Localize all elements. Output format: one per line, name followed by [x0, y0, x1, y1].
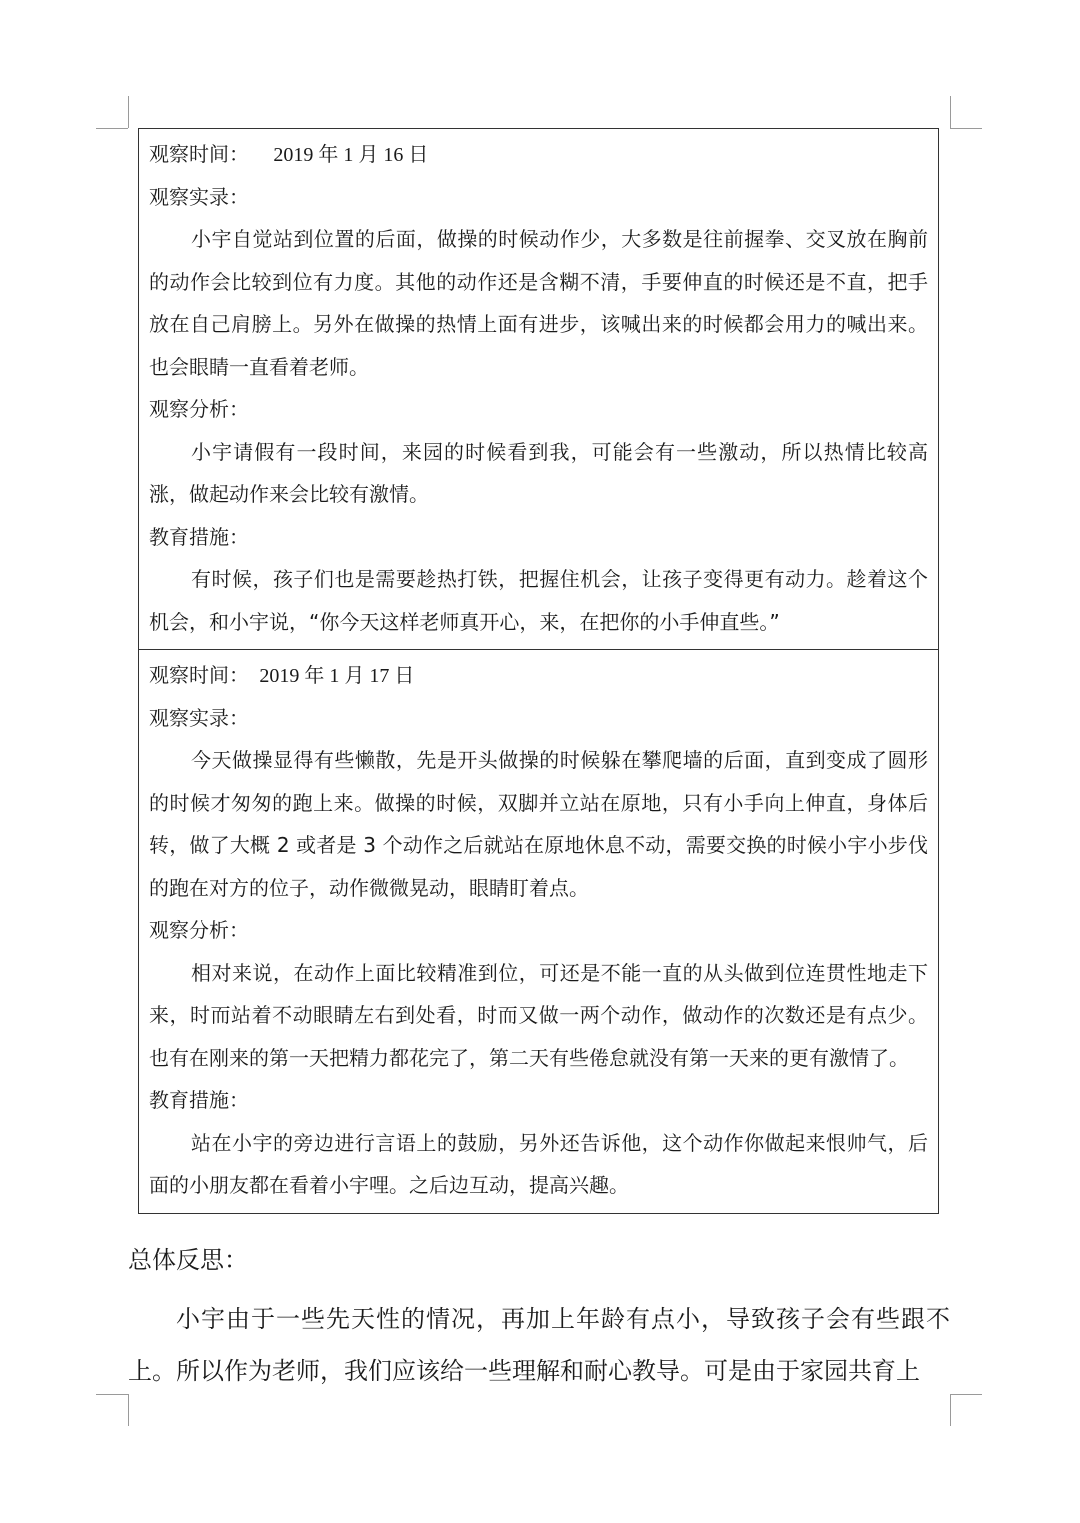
observation-time-row	[149, 133, 928, 176]
reflection-text: 小宇由于一些先天性的情况，再加上年龄有点小，导致孩子会有些跟不上。所以作为老师，我们应该给一些理解和耐心教导。可是由于家园共育上	[128, 1305, 950, 1385]
observation-time-row	[149, 654, 928, 697]
measure-text: 站在小宇的旁边进行言语上的鼓励，另外还告诉他，这个动作你做起来恨帅气，后面的小朋友都在看着小宇哩。之后边互动，提高兴趣。	[149, 1130, 928, 1197]
analysis-text: 小宇请假有一段时间，来园的时候看到我，可能会有一些激动，所以热情比较高涨，做起动作来会比较有激情。	[149, 439, 928, 506]
record-text: 今天做操显得有些懒散，先是开头做操的时候躲在攀爬墙的后面，直到变成了圆形的时候才匆匆的跑上来。做操的时候，双脚并立站在原地，只有小手向上伸直，身体后转，做了大概 2 或者是 3 个动作之后就站在原地休息不动，需要交换的时候小宇小步伐的跑在对方的位子，动作微微晃动，眼睛盯着点。	[149, 748, 928, 900]
crop-mark-bottom-left-h	[96, 1394, 128, 1395]
crop-mark-bottom-right-v	[950, 1394, 951, 1426]
observation-time-label: 观察时间：	[149, 142, 249, 166]
observation-time-value: 2019 年 1 月 16 日	[273, 144, 429, 166]
measure-label: 教育措施：	[149, 1088, 249, 1112]
crop-mark-top-right-h	[950, 128, 982, 129]
crop-mark-bottom-right-h	[950, 1394, 982, 1395]
crop-mark-top-right-v	[950, 96, 951, 128]
observation-table	[138, 128, 939, 1214]
crop-mark-bottom-left-v	[128, 1394, 129, 1426]
observation-record-1	[139, 129, 938, 649]
analysis-label: 观察分析：	[149, 918, 249, 942]
observation-time-label: 观察时间：	[149, 663, 249, 687]
crop-mark-top-left-h	[96, 128, 128, 129]
observation-time-value: 2019 年 1 月 17 日	[259, 665, 415, 687]
measure-text: 有时候，孩子们也是需要趁热打铁，把握住机会，让孩子变得更有动力。趁着这个机会，和小宇说，“你今天这样老师真开心，来，在把你的小手伸直些。”	[149, 567, 928, 634]
analysis-label: 观察分析：	[149, 397, 249, 421]
reflection-title: 总体反思：	[128, 1246, 248, 1274]
crop-mark-top-left-v	[128, 96, 129, 128]
record-text: 小宇自觉站到位置的后面，做操的时候动作少，大多数是往前握拳、交叉放在胸前的动作会比较到位有力度。其他的动作还是含糊不清，手要伸直的时候还是不直，把手放在自己肩膀上。另外在做操的热情上面有进步，该喊出来的时候都会用力的喊出来。也会眼睛一直看着老师。	[149, 227, 928, 379]
record-label: 观察实录：	[149, 705, 249, 730]
analysis-text: 相对来说，在动作上面比较精准到位，可还是不能一直的从头做到位连贯性地走下来，时而站着不动眼睛左右到处看，时而又做一两个动作，做动作的次数还是有点少。也有在刚来的第一天把精力都花完了，第二天有些倦怠就没有第一天来的更有激情了。	[149, 960, 928, 1070]
record-label: 观察实录：	[149, 184, 249, 209]
observation-record-2	[139, 649, 938, 1213]
measure-label: 教育措施：	[149, 524, 249, 549]
